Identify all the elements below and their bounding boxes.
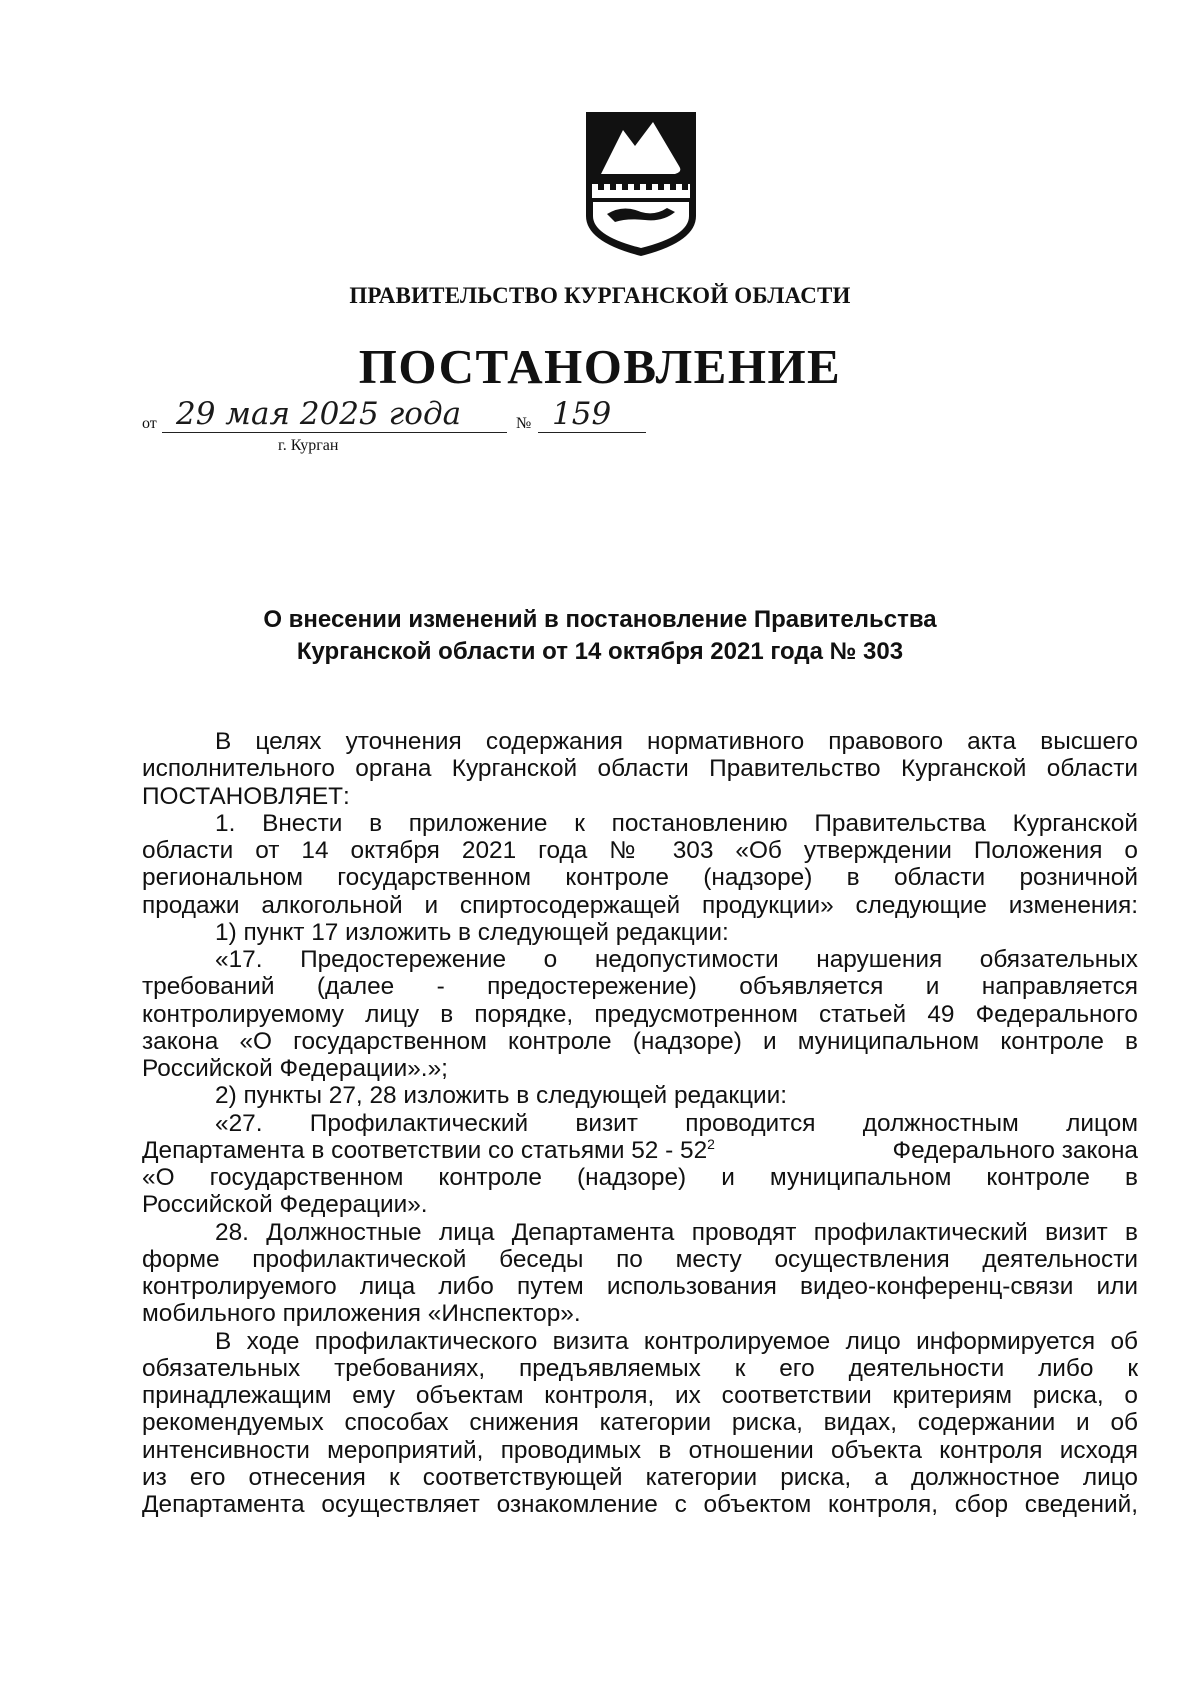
- body-line: [142, 1137, 1138, 1164]
- superscript: 2: [707, 1135, 715, 1152]
- number-label: №: [516, 415, 532, 432]
- body-line: из его отнесения к соответствующей категории риска, а должностное лицо: [142, 1463, 1138, 1491]
- body-line: закона «О государственном контроле (надзоре) и муниципальном контроле в: [142, 1027, 1138, 1055]
- body-line: 1) пункт 17 изложить в следующей редакции:: [215, 918, 729, 946]
- body-line: контролируемого лица либо путем использования видео-конференц-связи или: [142, 1273, 1138, 1300]
- body-line: 28. Должностные лица Департамента проводят профилактический визит в: [215, 1218, 1138, 1246]
- body-line: продажи алкогольной и спиртосодержащей продукции» следующие изменения:: [142, 891, 1138, 919]
- body-line: В ходе профилактического визита контролируемое лицо информируется об: [215, 1327, 1138, 1355]
- from-label: от: [142, 415, 157, 432]
- body-line: обязательных требованиях, предъявляемых к его деятельности либо к: [142, 1354, 1138, 1382]
- body-line: 1. Внести в приложение к постановлению Правительства Курганской: [215, 809, 1138, 837]
- body-line: рекомендуемых способах снижения категории риска, видах, содержании и об: [142, 1409, 1138, 1437]
- body-line: контролируемому лицу в порядке, предусмотренном статьей 49 Федерального: [142, 1000, 1138, 1028]
- date-underline: [162, 432, 507, 433]
- subject-line: О внесении изменений в постановление Правительства: [263, 606, 937, 633]
- body-line: форме профилактической беседы по месту осуществления деятельности: [142, 1245, 1138, 1273]
- handwritten-date: 29 мая 2025 года: [176, 396, 462, 432]
- body-line: В целях уточнения содержания нормативного правового акта высшего: [215, 728, 1138, 755]
- subject-line: Курганской области от 14 октября 2021 года № 303: [296, 638, 904, 665]
- body-line: региональном государственном контроле (надзоре) в области розничной: [142, 864, 1138, 892]
- body-line: «27. Профилактический визит проводится должностным лицом: [215, 1109, 1138, 1137]
- body-line: интенсивности мероприятий, проводимых в отношении объекта контроля исходя: [142, 1436, 1138, 1464]
- document-subject: [0, 604, 1200, 668]
- body-line: «17. Предостережение о недопустимости нарушения обязательных: [215, 946, 1138, 973]
- body-line-part: [142, 1137, 715, 1164]
- coat-of-arms-icon: [583, 108, 699, 258]
- body-line: исполнительного органа Курганской области Правительство Курганской области: [142, 755, 1138, 783]
- body-line-text: Департамента в соответствии со статьями 52 - 52: [142, 1136, 708, 1164]
- body-line: требований (далее - предостережение) объявляется и направляется: [142, 973, 1138, 1001]
- government-title: ПРАВИТЕЛЬСТВО КУРГАНСКОЙ ОБЛАСТИ: [349, 283, 851, 308]
- body-line: Российской Федерации».: [142, 1191, 428, 1219]
- body-line: мобильного приложения «Инспектор».: [142, 1300, 581, 1328]
- body-line-tail: Федерального закона: [892, 1136, 1138, 1164]
- handwritten-number: 159: [552, 396, 612, 432]
- number-underline: [538, 432, 646, 433]
- body-line: принадлежащим ему объектам контроля, их соответствии критериям риска, о: [142, 1382, 1138, 1409]
- document-type-title: ПОСТАНОВЛЕНИЕ: [358, 339, 842, 394]
- city-label: г. Курган: [278, 437, 339, 454]
- document-body: [142, 728, 1138, 1518]
- body-line: Департамента осуществляет ознакомление с объектом контроля, сбор сведений,: [142, 1491, 1138, 1518]
- body-line: Российской Федерации».»;: [142, 1055, 448, 1082]
- body-line: 2) пункты 27, 28 изложить в следующей редакции:: [215, 1082, 788, 1110]
- body-line: «О государственном контроле (надзоре) и муниципальном контроле в: [142, 1164, 1138, 1191]
- body-line: ПОСТАНОВЛЯЕТ:: [142, 782, 350, 810]
- body-line: области от 14 октября 2021 года № 303 «Об утверждении Положения о: [142, 837, 1138, 864]
